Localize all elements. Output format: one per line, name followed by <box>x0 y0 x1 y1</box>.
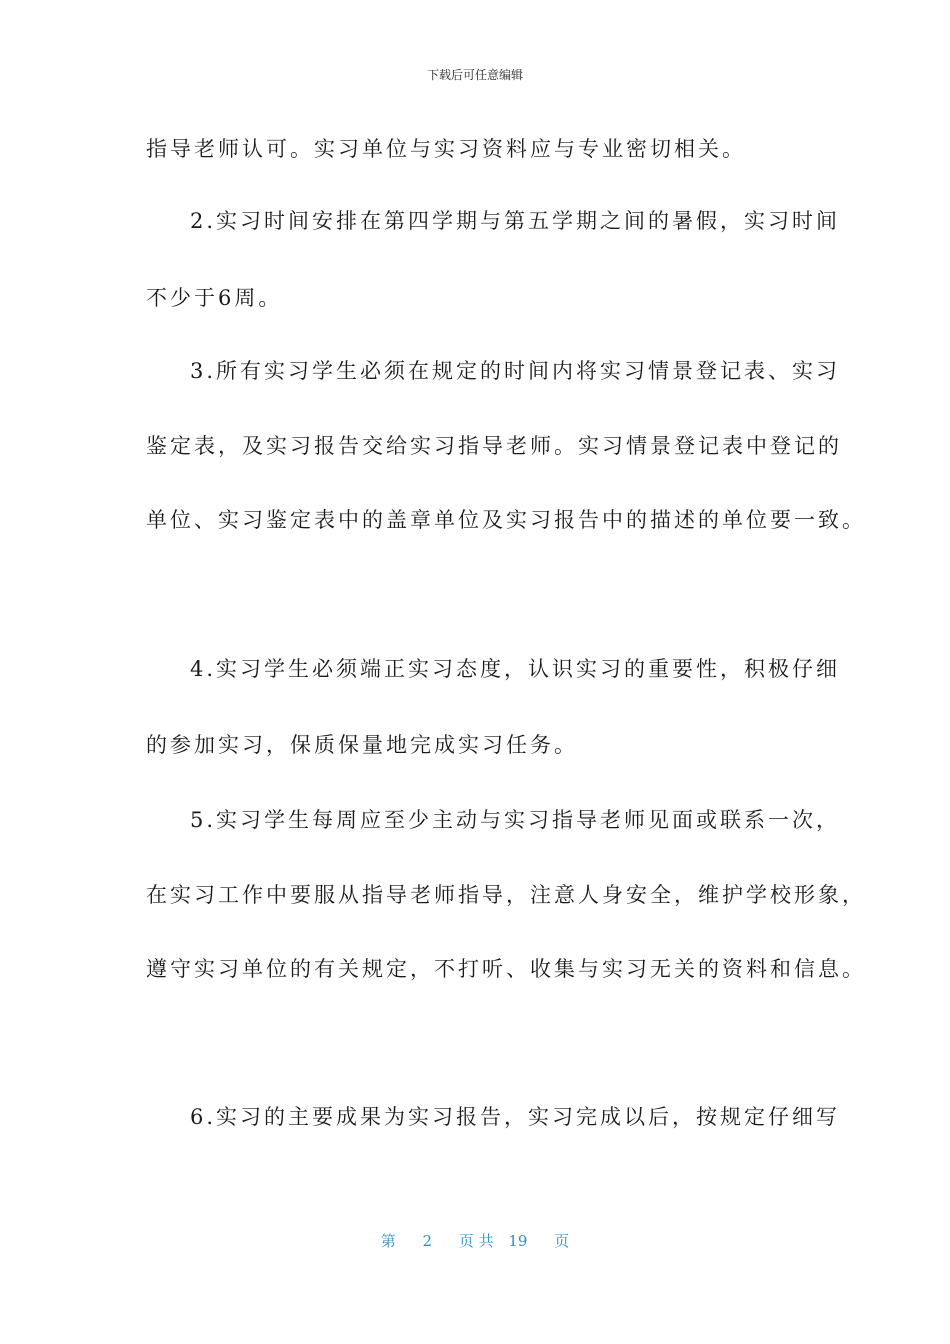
body-line-12: 6.实习的主要成果为实习报告，实习完成以后，按规定仔细写 <box>190 1105 841 1129</box>
page-prefix: 第 <box>380 1232 396 1250</box>
body-line-3: 不少于6周。 <box>146 286 283 310</box>
total-pages: 19 <box>508 1232 528 1250</box>
body-line-11: 遵守实习单位的有关规定，不打听、收集与实习无关的资料和信息。 <box>146 957 866 981</box>
body-line-7: 4.实习学生必须端正实习态度，认识实习的重要性，积极仔细 <box>190 657 841 681</box>
page-number: 2 <box>422 1232 433 1250</box>
body-line-8: 的参加实习，保质保量地完成实习任务。 <box>146 733 578 757</box>
body-line-4: 3.所有实习学生必须在规定的时间内将实习情景登记表、实习 <box>190 359 841 383</box>
body-line-6: 单位、实习鉴定表中的盖章单位及实习报告中的描述的单位要一致。 <box>146 508 866 532</box>
page-middle: 页 共 <box>458 1232 494 1250</box>
body-line-10: 在实习工作中要服从指导老师指导，注意人身安全，维护学校形象， <box>146 883 866 907</box>
body-line-5: 鉴定表，及实习报告交给实习指导老师。实习情景登记表中登记的 <box>146 434 842 458</box>
body-line-1: 指导老师认可。实习单位与实习资料应与专业密切相关。 <box>146 137 746 161</box>
body-line-2: 2.实习时间安排在第四学期与第五学期之间的暑假，实习时间 <box>190 209 841 233</box>
body-line-9: 5.实习学生每周应至少主动与实习指导老师见面或联系一次， <box>190 808 841 832</box>
page-header: 下载后可任意编辑 <box>426 68 523 82</box>
page-footer <box>0 1230 950 1251</box>
page-suffix: 页 <box>554 1232 570 1250</box>
